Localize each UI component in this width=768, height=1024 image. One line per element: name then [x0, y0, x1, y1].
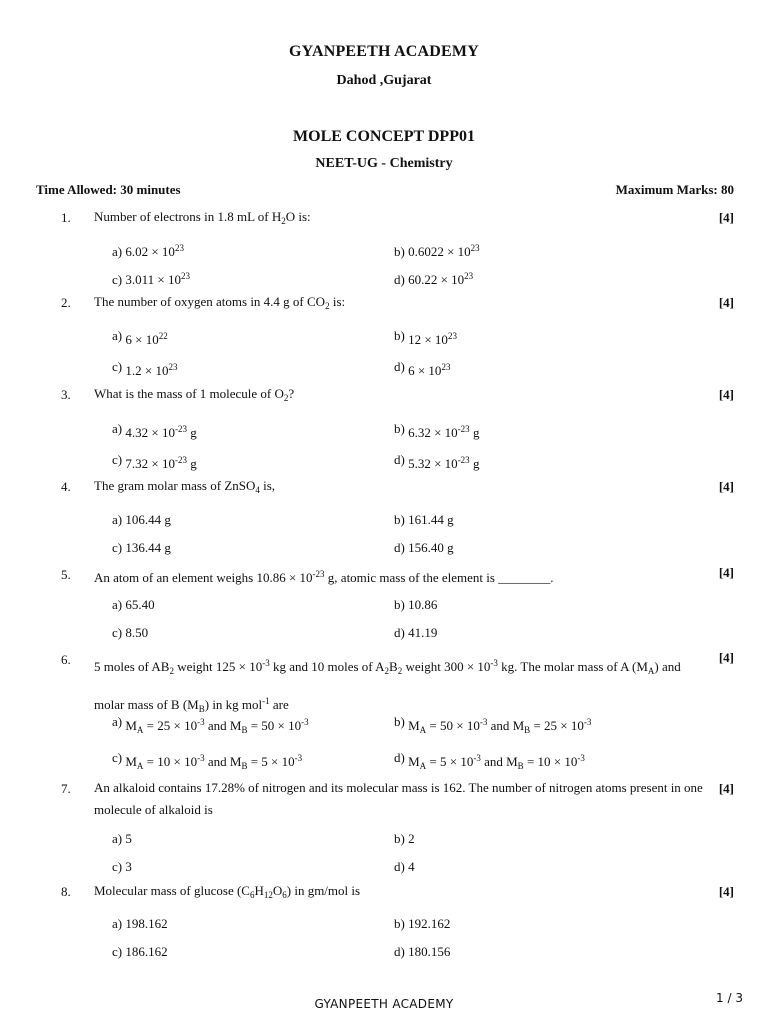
option-c[interactable]: c) $7.32 \times 10^{-23}$ g	[112, 452, 197, 471]
question-number: 3.	[61, 387, 71, 402]
option-c[interactable]: c) $M_A = 10 \times 10^{-3}$ and $M_B = 5 \times 10^{-3}$	[112, 750, 303, 771]
footer-academy: GYANPEETH ACADEMY	[314, 997, 454, 1011]
option-d[interactable]: d) $M_A = 5 \times 10^{-3}$ and $M_B = 10 \times 10^{-3}$	[394, 750, 585, 771]
question-marks: [4]	[718, 781, 734, 796]
option-d[interactable]: d) $5.32 \times 10^{-23}$ g	[394, 452, 480, 471]
question-marks: [4]	[718, 295, 734, 310]
option-d[interactable]: d) 41.19	[394, 625, 438, 640]
question-number: 6.	[61, 652, 71, 667]
option-d[interactable]: d) 4	[394, 859, 415, 874]
question-text: An alkaloid contains 17.28% of nitrogen and its molecular mass is 162. The number of nitrogen atoms present in one molecule of alkaloid is	[94, 780, 703, 817]
option-b[interactable]: b) $0.6022 \times 10^{23}$	[394, 243, 480, 259]
option-c[interactable]: c) 186.162	[112, 944, 168, 959]
academy-name: GYANPEETH ACADEMY	[289, 43, 479, 60]
option-a[interactable]: a) $6 \times 10^{22}$	[112, 328, 168, 347]
option-b[interactable]: b) $6.32 \times 10^{-23}$ g	[394, 421, 480, 440]
question-text: 5 moles of $AB_2$ weight $125 \times 10^{-3}$ kg and 10 moles of $A_2B_2$ weight $300 \times 10^{-3}$ kg. The molar mass of A $(M_A)$ and molar mass of B $(M_B)$ in kg mol$^{-1}$ are	[94, 658, 681, 714]
question-marks: [4]	[718, 650, 734, 665]
page-subtitle: NEET-UG - Chemistry	[315, 156, 453, 171]
option-a[interactable]: a) $4.32 \times 10^{-23}$ g	[112, 421, 197, 440]
option-c[interactable]: c) $3.011 \times 10^{23}$	[112, 271, 190, 287]
option-c[interactable]: c) $1.2 \times 10^{23}$	[112, 359, 178, 378]
question-text: Number of electrons in 1.8 mL of $H_2O$ is:	[94, 209, 311, 226]
question-marks: [4]	[718, 210, 734, 225]
option-c[interactable]: c) 136.44 g	[112, 540, 171, 555]
question-number: 1.	[61, 210, 71, 225]
question-number: 5.	[61, 567, 71, 582]
question-number: 4.	[61, 479, 71, 494]
option-c[interactable]: c) 8.50	[112, 625, 149, 640]
question-text: The gram molar mass of ZnSO$_4$ is,	[94, 478, 276, 495]
question-number: 7.	[61, 781, 71, 796]
option-d[interactable]: d) 156.40 g	[394, 540, 454, 555]
option-b[interactable]: b) 192.162	[394, 916, 451, 931]
question-marks: [4]	[718, 884, 734, 899]
option-b[interactable]: b) $12 \times 10^{23}$	[394, 328, 457, 347]
question-text: The number of oxygen atoms in 4.4 g of $CO_2$ is:	[94, 294, 346, 311]
option-a[interactable]: a) $M_A = 25 \times 10^{-3}$ and $M_B = 50 \times 10^{-3}$	[112, 714, 309, 735]
option-d[interactable]: d) 180.156	[394, 944, 451, 959]
option-d[interactable]: d) $60.22 \times 10^{23}$	[394, 271, 474, 287]
option-a[interactable]: a) 5	[112, 831, 132, 846]
question-marks: [4]	[718, 387, 734, 402]
time-allowed: Time Allowed: 30 minutes	[36, 182, 181, 197]
option-b[interactable]: b) 161.44 g	[394, 512, 454, 527]
question-text: An atom of an element weighs $10.86 \times 10^{-23}$ g, atomic mass of the element is ________.	[94, 569, 554, 585]
option-a[interactable]: a) 106.44 g	[112, 512, 171, 527]
maximum-marks: Maximum Marks: 80	[615, 182, 734, 197]
question-marks: [4]	[718, 565, 734, 580]
question-text: Molecular mass of glucose $(C_6H_{12}O_6)$ in gm/mol is	[94, 883, 361, 900]
question-marks: [4]	[718, 479, 734, 494]
academy-location: Dahod ,Gujarat	[336, 73, 432, 88]
option-a[interactable]: a) 198.162	[112, 916, 168, 931]
option-c[interactable]: c) 3	[112, 859, 132, 874]
option-b[interactable]: b) $M_A = 50 \times 10^{-3}$ and $M_B = 25 \times 10^{-3}$	[394, 714, 592, 735]
option-b[interactable]: b) 10.86	[394, 597, 438, 612]
option-a[interactable]: a) 65.40	[112, 597, 155, 612]
page-title: MOLE CONCEPT DPP01	[293, 128, 475, 145]
question-text: What is the mass of 1 molecule of $O_2$?	[94, 386, 295, 403]
question-number: 8.	[61, 884, 71, 899]
option-b[interactable]: b) 2	[394, 831, 415, 846]
option-a[interactable]: a) $6.02 \times 10^{23}$	[112, 243, 184, 259]
option-d[interactable]: d) $6 \times 10^{23}$	[394, 359, 451, 378]
question-number: 2.	[61, 295, 71, 310]
page-number: 1 / 3	[716, 991, 743, 1005]
